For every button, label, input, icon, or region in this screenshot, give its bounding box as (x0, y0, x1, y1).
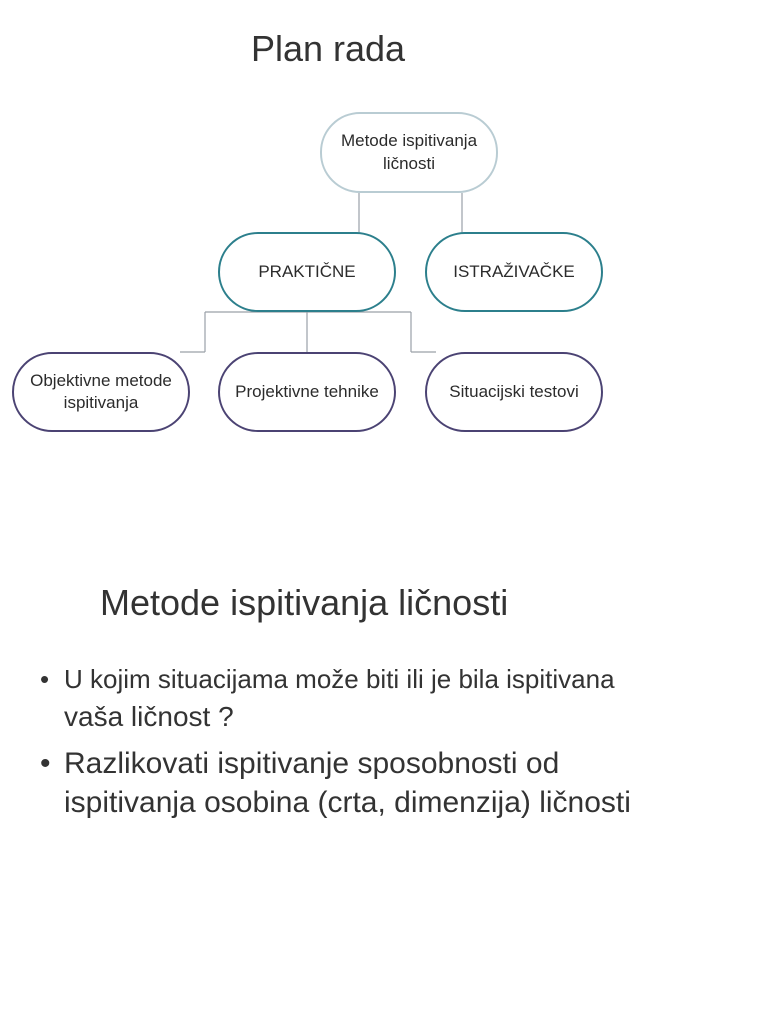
slide-title: Metode ispitivanja ličnosti (100, 582, 509, 623)
node-prakticne: PRAKTIČNE (218, 232, 396, 312)
node-objektivne-metode: Objektivne metode ispitivanja (12, 352, 190, 432)
slide-title: Plan rada (250, 28, 406, 69)
bullet-dot-icon: • (40, 664, 50, 694)
node-projektivne-tehnike: Projektivne tehnike (218, 352, 396, 432)
bullet-text-part: vaša ličnost ? (64, 701, 234, 732)
node-situacijski-testovi: Situacijski testovi (425, 352, 603, 432)
bullet-item (40, 744, 640, 822)
bullet-dot-icon: • (40, 747, 51, 780)
node-istrazivacke: ISTRAŽIVAČKE (425, 232, 603, 312)
node-root: Metode ispitivanja ličnosti (320, 112, 498, 193)
bullet-text-part: U kojim situacijama može biti ili je bila ispitivana (64, 664, 615, 694)
slide-plan-rada (0, 0, 768, 460)
slide-metode (0, 560, 768, 1024)
bullet-item (40, 660, 640, 736)
bullet-text: Razlikovati ispitivanje sposobnosti od ispitivanja osobina (crta, dimenzija) ličnosti (64, 747, 631, 819)
bullet-list (40, 660, 640, 822)
